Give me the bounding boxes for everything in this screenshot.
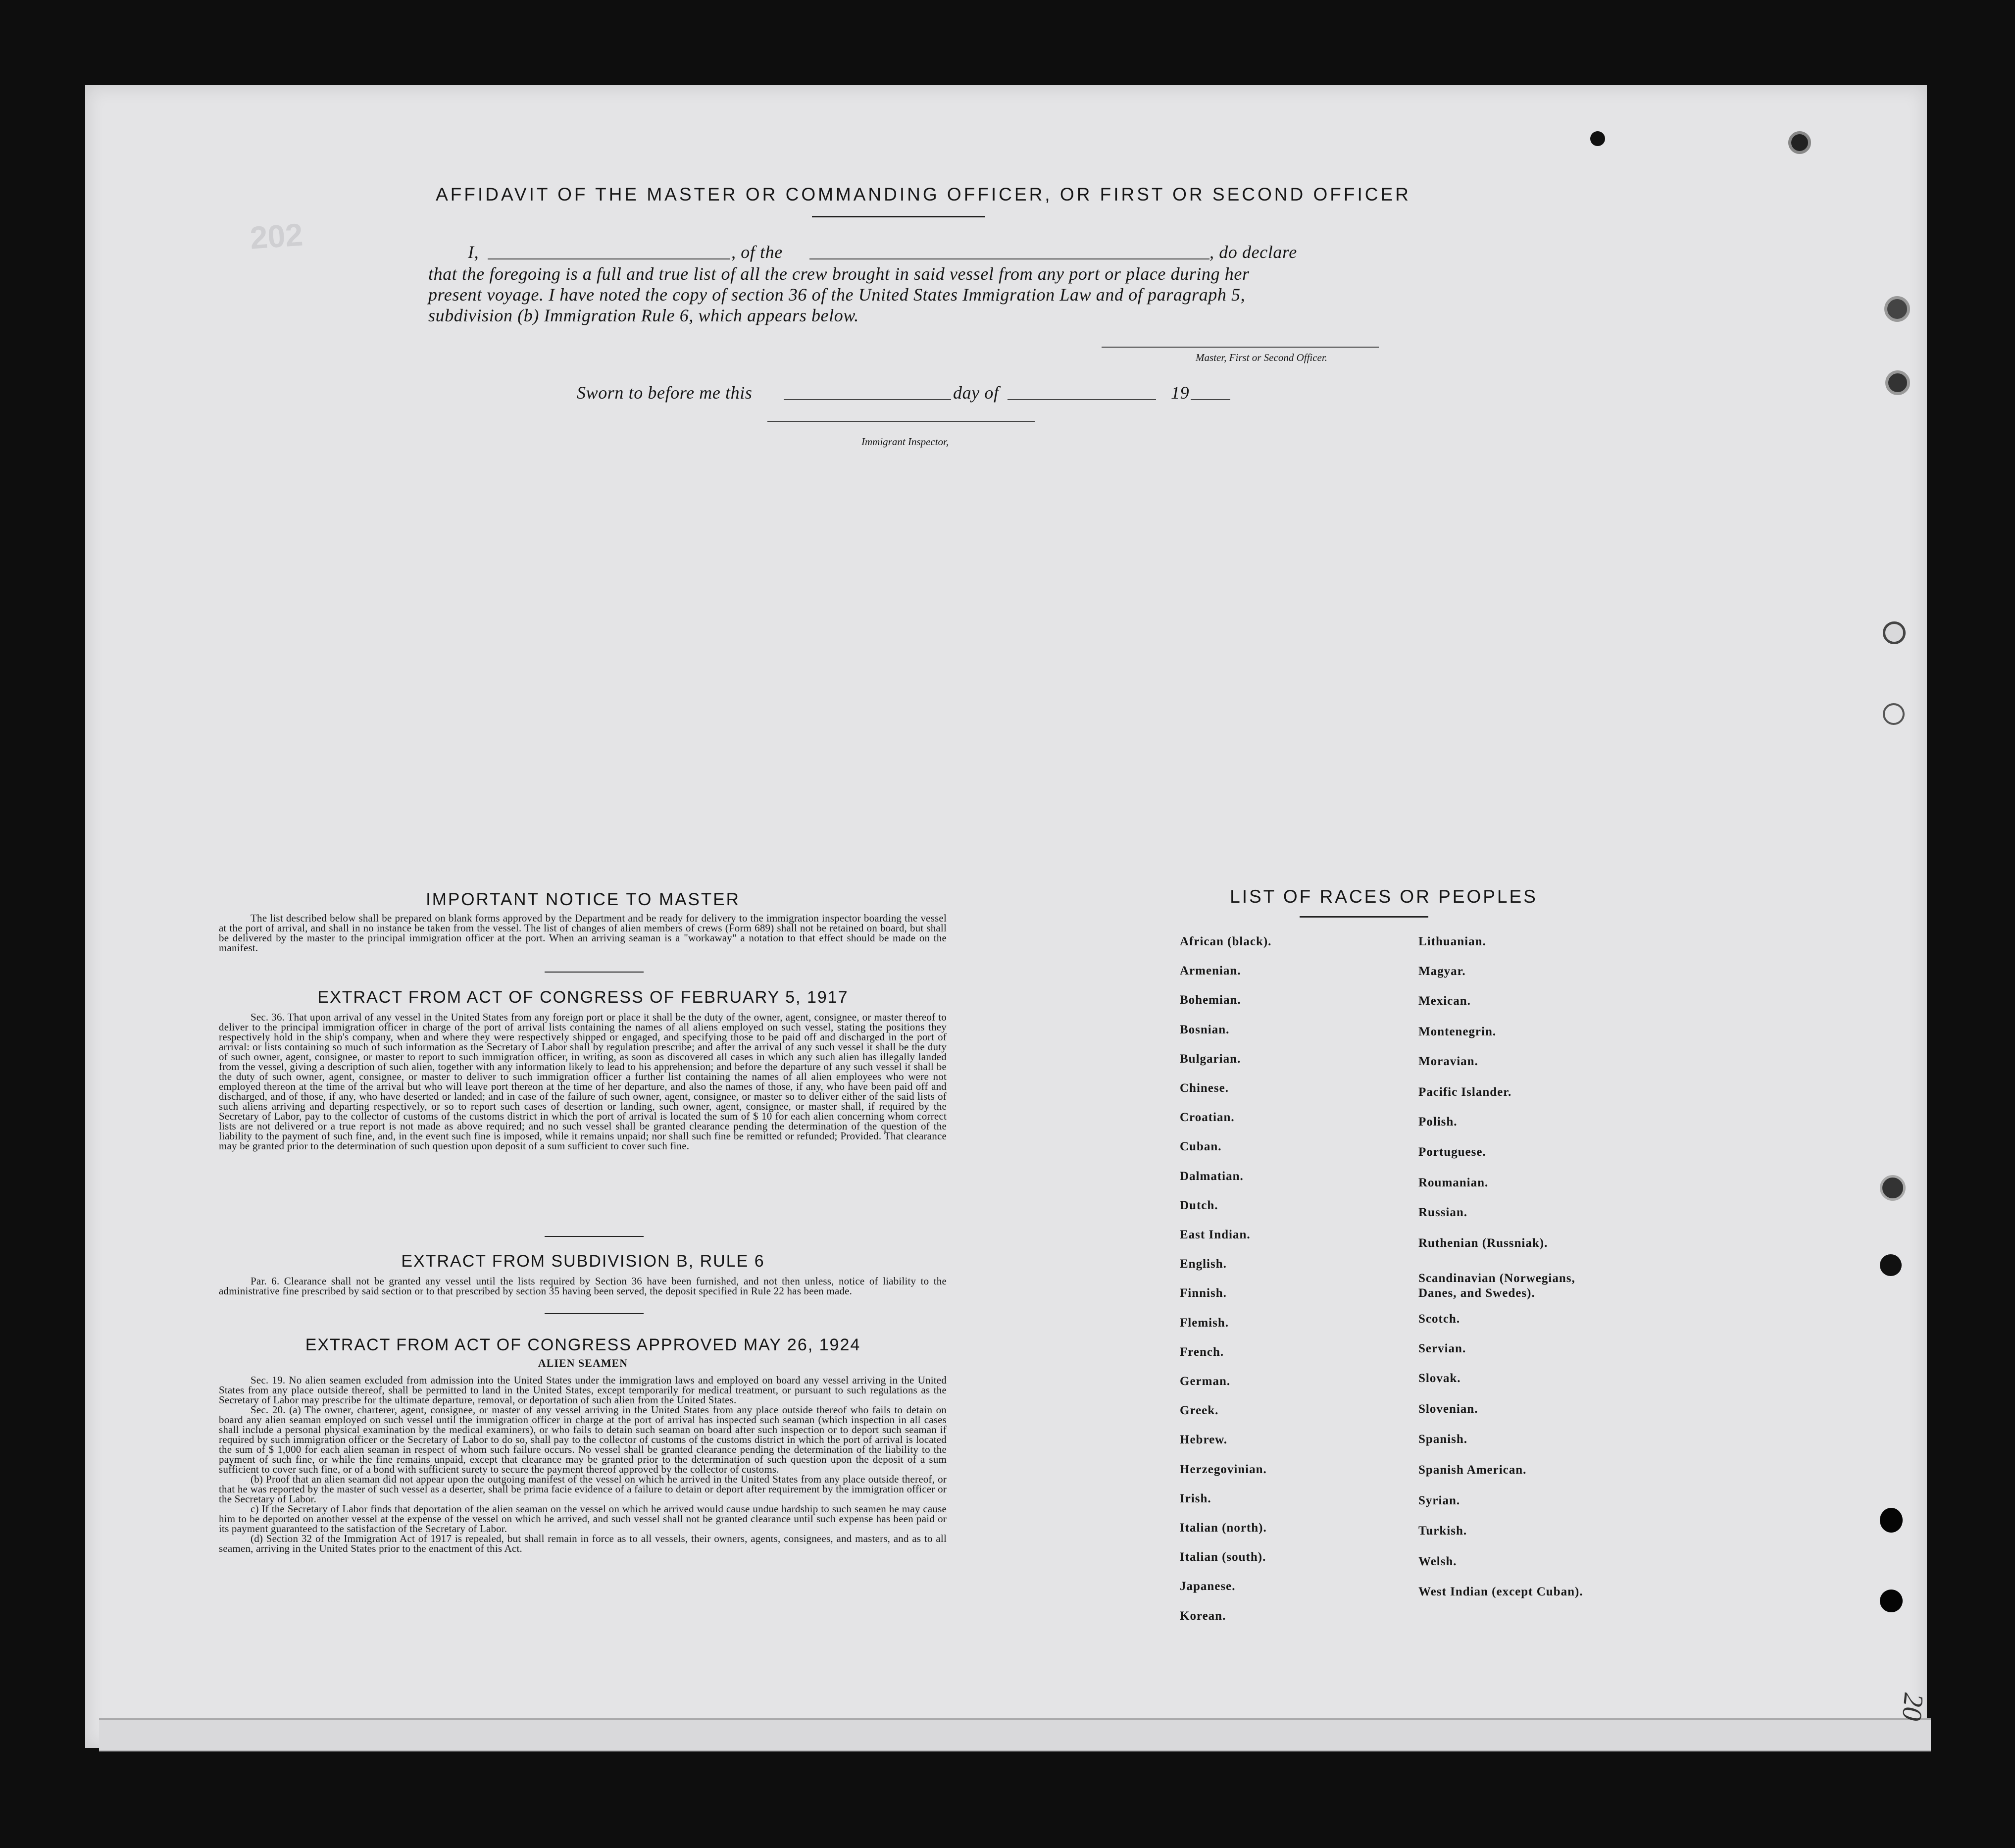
sworn-day-blank[interactable] [784, 399, 951, 400]
sworn-year-blank[interactable] [1191, 399, 1230, 400]
punch-hole [1590, 131, 1605, 146]
extract-rule6-rule [545, 1313, 644, 1314]
sworn-line [577, 382, 1230, 405]
race-item: East Indian. [1180, 1228, 1251, 1241]
race-item: Irish. [1180, 1492, 1211, 1505]
race-item: Dalmatian. [1180, 1170, 1244, 1183]
race-item: French. [1180, 1345, 1224, 1359]
race-item: Montenegrin. [1418, 1025, 1497, 1038]
punch-hole [1885, 370, 1910, 395]
extract-1917-rule [545, 1236, 644, 1237]
extract-1917-body [219, 1012, 947, 1151]
punch-hole [1880, 1175, 1906, 1201]
race-item: African (black). [1180, 935, 1272, 948]
race-item: Bosnian. [1180, 1023, 1230, 1036]
race-item: Servian. [1418, 1342, 1466, 1355]
race-item: Scandinavian (Norwegians, Danes, and Swedes). [1418, 1272, 1575, 1300]
race-item: Korean. [1180, 1609, 1226, 1623]
race-item: West Indian (except Cuban). [1418, 1585, 1583, 1598]
affidavit-title: AFFIDAVIT OF THE MASTER OR COMMANDING OFFICER, OR FIRST OR SECOND OFFICER [436, 184, 1411, 205]
extract-1924-title: EXTRACT FROM ACT OF CONGRESS APPROVED MAY 26, 1924 [305, 1335, 861, 1354]
race-item: English. [1180, 1257, 1227, 1271]
affidavit-line-3: present voyage. I have noted the copy of section 36 of the United States Immigration Law and of paragraph 5, [428, 285, 1246, 305]
race-item: Russian. [1418, 1206, 1468, 1219]
page-stack-edge [99, 1718, 1931, 1751]
extract-1917-title: EXTRACT FROM ACT OF CONGRESS OF FEBRUARY 5, 1917 [317, 988, 849, 1007]
extract-1924-paragraph-3: (b) Proof that an alien seaman did not appear upon the outgoing manifest of the vessel on which he arrived in the United States from any place outside thereof, or that he was reported by the master of such vessel as a deserter, shall be prima facie evidence of a failure to detain or deport after requirement by the immigration officer or the Secretary of Labor. [219, 1473, 947, 1505]
race-item: Dutch. [1180, 1199, 1218, 1212]
race-item: Flemish. [1180, 1316, 1229, 1330]
race-item: Magyar. [1418, 965, 1466, 978]
sworn-label: Sworn to before me this [577, 383, 753, 403]
race-item: Bohemian. [1180, 993, 1241, 1007]
race-item: Cuban. [1180, 1140, 1222, 1153]
race-item: Portuguese. [1418, 1145, 1486, 1159]
affidavit-line-4: subdivision (b) Immigration Rule 6, which appears below. [428, 306, 859, 325]
race-item: Moravian. [1418, 1055, 1478, 1068]
affidavit-i-label: I, [468, 242, 479, 262]
affidavit-title-rule [812, 216, 985, 217]
master-signature-line[interactable] [1102, 347, 1379, 348]
race-item: German. [1180, 1375, 1231, 1388]
race-item: Armenian. [1180, 964, 1241, 977]
race-item: Turkish. [1418, 1524, 1467, 1538]
master-name-blank[interactable] [488, 258, 730, 259]
punch-hole [1883, 621, 1906, 644]
affidavit-do-declare: , do declare [1209, 242, 1297, 262]
race-item: Slovenian. [1418, 1402, 1478, 1416]
extract-1924-subtitle: ALIEN SEAMEN [538, 1357, 628, 1369]
inspector-label: Immigrant Inspector, [861, 436, 949, 448]
race-item: Mexican. [1418, 994, 1471, 1008]
affidavit-line-2: that the foregoing is a full and true list of all the crew brought in said vessel from any port or place during her [428, 264, 1250, 284]
race-item: Roumanian. [1418, 1176, 1489, 1189]
day-of-label: day of [953, 383, 999, 403]
notice-body [219, 913, 947, 953]
affidavit-of-the-label: , of the [731, 242, 783, 262]
year-prefix: 19 [1171, 383, 1190, 403]
race-item: Japanese. [1180, 1580, 1236, 1593]
race-item: Lithuanian. [1418, 935, 1486, 948]
extract-rule6-title: EXTRACT FROM SUBDIVISION B, RULE 6 [401, 1252, 765, 1271]
race-item: Welsh. [1418, 1555, 1457, 1568]
punch-hole [1884, 296, 1910, 322]
punch-hole [1880, 1254, 1902, 1276]
punch-hole [1880, 1590, 1903, 1612]
extract-1924-paragraph-4: c) If the Secretary of Labor finds that deportation of the alien seaman on the vessel on which he arrived would cause undue hardship to such seamen he may cause him to be deported on another vessel at the expense of the vessel on which he arrived, and such vessel shall not be granted clearance until such expense has been paid or its payment guaranteed to the satisfaction of the Secretary of Labor. [219, 1503, 947, 1535]
affidavit-line-1 [428, 242, 1384, 264]
race-item: Syrian. [1418, 1494, 1461, 1507]
vessel-name-blank[interactable] [809, 258, 1209, 259]
extract-1924-paragraph-2: Sec. 20. (a) The owner, charterer, agent, consignee, or master of any vessel arriving in the United States from any place outside thereof who fails to detain on board any alien seaman employed on such vessel until the immigration officer in charge at the port of arrival has inspected such seaman (which inspection in all cases shall include a personal physical examination by the medical examiners), or who fails to detain such seaman on board after such inspection or to deport such seaman if required by such immigration officer or the Secretary of Labor to do so, shall pay to the collector of customs of the customs district in which the port of arrival is located the sum of $ 1,000 for each alien seaman in respect of whom such failure occurs. No vessel shall be granted clearance pending the determination of the liability to the payment of such fine, or while the fine remains unpaid, except that clearance may be granted prior to the determination of such question upon the deposit of a sum sufficient to cover such fine, or of a bond with sufficient surety to secure the payment thereof approved by the collector of customs. [219, 1404, 947, 1475]
race-item: Bulgarian. [1180, 1052, 1241, 1066]
race-item: Finnish. [1180, 1286, 1227, 1300]
extract-rule6-paragraph: Par. 6. Clearance shall not be granted any vessel until the lists required by Section 36 have been furnished, and not then unless, notice of liability to the administrative fine prescribed by said section or to that prescribed by section 35 having been served, the deposit specified in Rule 22 has been made. [219, 1275, 947, 1297]
race-item: Hebrew. [1180, 1433, 1228, 1446]
punch-hole [1883, 703, 1905, 725]
extract-1917-paragraph: Sec. 36. That upon arrival of any vessel in the United States from any foreign port or place it shall be the duty of the owner, agent, consignee, or master thereof to deliver to the principal immigration officer in charge of the port of arrival lists containing the names of all aliens employed on such vessel, stating the positions they respectively hold in the ship's company, when and where they were respectively shipped or engaged, and specifying those to be paid off and discharged in the port of arrival: or lists containing so much of such information as the Secretary of Labor shall by regulation prescribe; and after the arrival of any such vessel it shall be the duty of such owner, agent, consignee, or master to report to such immigration officer, in writing, as soon as discovered all cases in which any such alien has illegally landed from the vessel, giving a description of such alien, together with any information likely to lead to his apprehension; and before the departure of any such vessel it shall be the duty of such owner, agent, consignee, or master to deliver to such immigration officer a further list containing the names of all alien employees who were not employed thereon at the time of the arrival but who will leave port thereon at the time of her departure, and also the names of those, if any, who have been paid off and discharged, and of those, if any, who have deserted or landed; and in case of the failure of such owner, agent, consignee, or master so to deliver either of the said lists of such aliens arriving and departing respectively, or so to report such cases of desertion or landing, such owner, agent, consignee, or master shall, if required by the Secretary of Labor, pay to the collector of customs of the customs district in which the port of arrival is located the sum of $ 10 for each alien concerning whom correct lists are not delivered or a true report is not made as above required; and no such vessel shall be granted clearance pending the determination of the question of the liability to the payment of such fine, and, in the event such fine is imposed, while it remains unpaid; nor shall such fine be remitted or refunded; Provided. That clearance may be granted prior to the determination of such question upon deposit of a sum sufficient to cover such fine. [219, 1011, 947, 1152]
master-signature-label: Master, First or Second Officer. [1196, 352, 1327, 363]
race-item: Slovak. [1418, 1372, 1461, 1385]
notice-rule [545, 972, 644, 973]
race-item: Greek. [1180, 1404, 1219, 1417]
race-item: Ruthenian (Russniak). [1418, 1236, 1548, 1250]
race-item: Chinese. [1180, 1081, 1229, 1095]
race-item: Polish. [1418, 1115, 1458, 1129]
race-item: Italian (south). [1180, 1550, 1266, 1564]
race-item: Pacific Islander. [1418, 1085, 1512, 1099]
extract-rule6-body [219, 1276, 947, 1296]
extract-1924-body [219, 1375, 947, 1553]
extract-1924-paragraph-1: Sec. 19. No alien seamen excluded from admission into the United States under the immigration laws and employed on board any vessel arriving in the United States from any place outside thereof, shall be permitted to land in the United States, except temporarily for medical treatment, or pursuant to such regulations as the Secretary of Labor may prescribe for the ultimate departure, removal, or deportation of such alien from the United States. [219, 1374, 947, 1406]
inspector-signature-line[interactable] [767, 421, 1035, 422]
race-item: Spanish American. [1418, 1463, 1527, 1477]
faint-stamp-number: 202 [249, 216, 304, 256]
notice-title: IMPORTANT NOTICE TO MASTER [426, 890, 740, 909]
races-title-rule [1300, 916, 1428, 918]
race-item: Spanish. [1418, 1433, 1468, 1446]
notice-paragraph: The list described below shall be prepared on blank forms approved by the Department and be ready for delivery to the immigration inspector boarding the vessel at the port of arrival, and shall in no instance be taken from the vessel. The list of changes of alien members of crews (Form 689) shall not be retained on board, but shall be delivered by the master to the principal immigration officer at the port. When an arriving seaman is a "workaway" a notation to that effect should be made on the manifest. [219, 912, 947, 954]
race-item: Herzegovinian. [1180, 1463, 1267, 1476]
race-item: Croatian. [1180, 1111, 1235, 1124]
punch-hole [1880, 1508, 1903, 1533]
sworn-month-blank[interactable] [1008, 399, 1156, 400]
races-title: LIST OF RACES OR PEOPLES [1230, 886, 1538, 907]
extract-1924-paragraph-5: (d) Section 32 of the Immigration Act of 1917 is repealed, but shall remain in force as to all vessels, their owners, agents, consignees, and masters, and as to all seamen, arriving in the United States prior to the enactment of this Act. [219, 1533, 947, 1554]
race-item: Italian (north). [1180, 1521, 1267, 1535]
handwritten-page-number: 20 [1896, 1692, 1929, 1722]
race-item: Scotch. [1418, 1312, 1461, 1326]
punch-hole [1788, 131, 1811, 154]
